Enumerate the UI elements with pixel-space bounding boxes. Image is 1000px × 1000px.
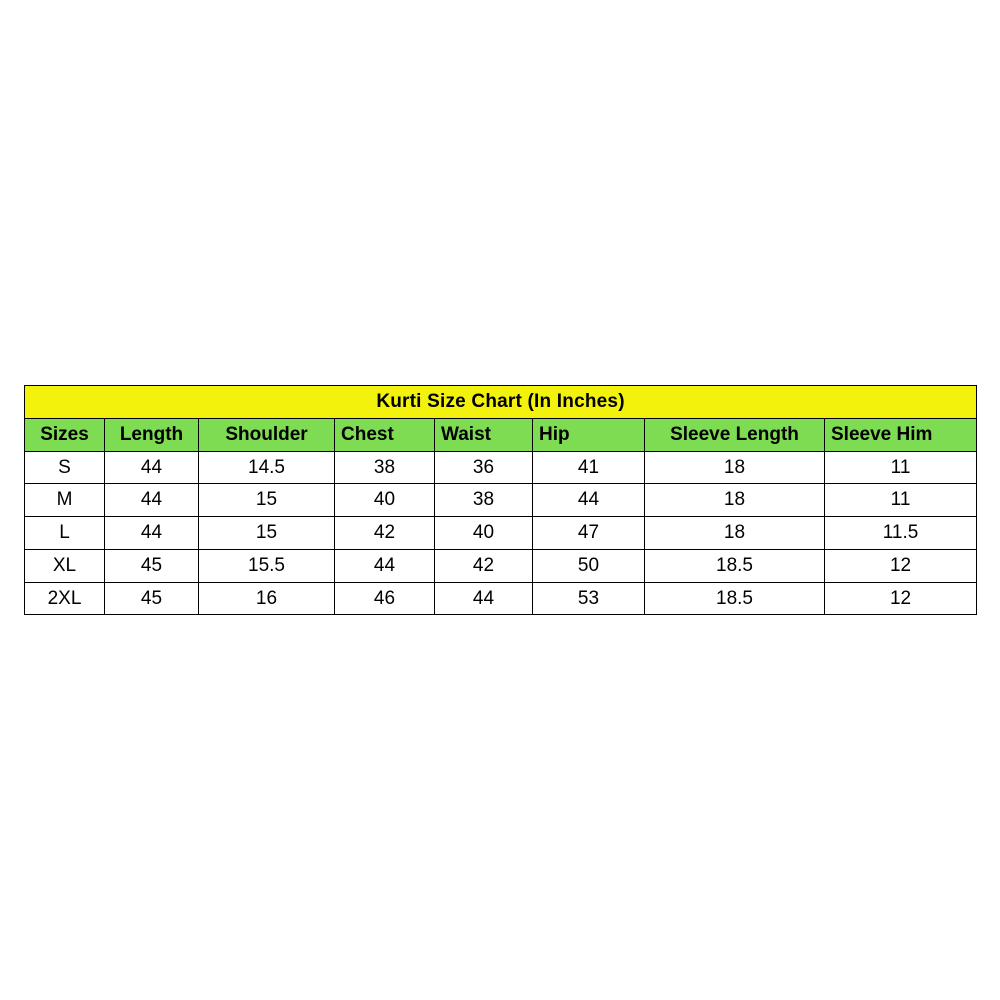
table-row [25, 517, 977, 550]
table-title-row [25, 386, 977, 419]
cell-chest: 40 [335, 484, 435, 517]
cell-waist: 38 [435, 484, 533, 517]
cell-shoulder: 16 [199, 582, 335, 615]
cell-size: 2XL [25, 582, 105, 615]
cell-hip: 50 [533, 549, 645, 582]
size-chart-table [24, 385, 977, 615]
cell-length: 45 [105, 582, 199, 615]
column-header-hip: Hip [533, 418, 645, 451]
table-row [25, 549, 977, 582]
cell-hip: 41 [533, 451, 645, 484]
cell-size: XL [25, 549, 105, 582]
cell-sleeve-him: 12 [825, 582, 977, 615]
cell-sleeve-him: 11 [825, 484, 977, 517]
cell-waist: 40 [435, 517, 533, 550]
cell-shoulder: 15 [199, 484, 335, 517]
cell-chest: 38 [335, 451, 435, 484]
cell-hip: 53 [533, 582, 645, 615]
cell-waist: 44 [435, 582, 533, 615]
cell-hip: 44 [533, 484, 645, 517]
chart-title: Kurti Size Chart (In Inches) [25, 386, 977, 419]
cell-hip: 47 [533, 517, 645, 550]
cell-waist: 42 [435, 549, 533, 582]
cell-chest: 42 [335, 517, 435, 550]
cell-sleeve-him: 11 [825, 451, 977, 484]
column-header-shoulder: Shoulder [199, 418, 335, 451]
column-header-length: Length [105, 418, 199, 451]
size-chart-container [24, 385, 976, 615]
cell-shoulder: 15 [199, 517, 335, 550]
cell-sleeve-length: 18 [645, 517, 825, 550]
column-header-sizes: Sizes [25, 418, 105, 451]
table-row [25, 451, 977, 484]
cell-length: 44 [105, 484, 199, 517]
table-row [25, 582, 977, 615]
cell-sleeve-him: 12 [825, 549, 977, 582]
cell-sleeve-length: 18.5 [645, 549, 825, 582]
cell-sleeve-length: 18.5 [645, 582, 825, 615]
cell-chest: 46 [335, 582, 435, 615]
cell-sleeve-him: 11.5 [825, 517, 977, 550]
cell-sleeve-length: 18 [645, 451, 825, 484]
cell-length: 44 [105, 451, 199, 484]
column-header-chest: Chest [335, 418, 435, 451]
cell-waist: 36 [435, 451, 533, 484]
cell-shoulder: 14.5 [199, 451, 335, 484]
cell-sleeve-length: 18 [645, 484, 825, 517]
cell-length: 45 [105, 549, 199, 582]
column-header-waist: Waist [435, 418, 533, 451]
cell-shoulder: 15.5 [199, 549, 335, 582]
cell-length: 44 [105, 517, 199, 550]
column-header-sleeve-him: Sleeve Him [825, 418, 977, 451]
cell-size: S [25, 451, 105, 484]
cell-size: L [25, 517, 105, 550]
cell-size: M [25, 484, 105, 517]
table-header-row [25, 418, 977, 451]
column-header-sleeve-length: Sleeve Length [645, 418, 825, 451]
cell-chest: 44 [335, 549, 435, 582]
table-row [25, 484, 977, 517]
